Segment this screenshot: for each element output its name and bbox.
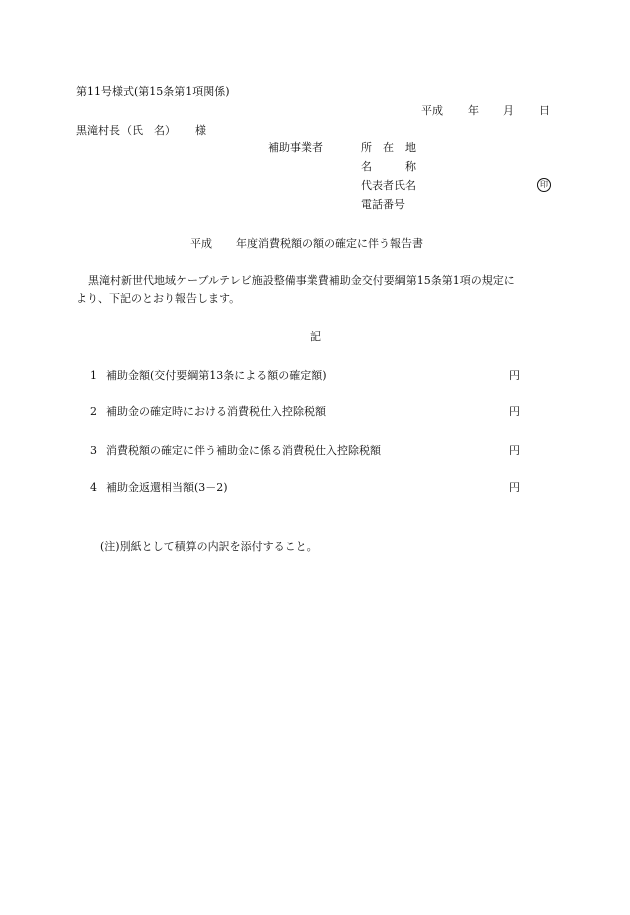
addressee-name-placeholder: （氏 名） [121, 124, 176, 137]
date-month-label: 月 [503, 104, 514, 117]
phone-label: 電話番号 [361, 198, 405, 211]
document-title: 年度消費税額の額の確定に伴う報告書 [236, 237, 423, 250]
title-era: 平成 [190, 237, 212, 250]
item-2-text: 補助金の確定時における消費税仕入控除税額 [106, 405, 326, 418]
body-line-2: より、下記のとおり報告します。 [76, 292, 241, 305]
item-1-text: 補助金額(交付要綱第13条による額の確定額) [106, 369, 327, 382]
item-1-number: 1 [90, 369, 97, 382]
item-4-unit: 円 [509, 481, 520, 494]
addressee-org: 黒滝村長 [76, 124, 120, 137]
applicant-label: 補助事業者 [268, 141, 323, 154]
seal-mark: 印 [537, 178, 551, 192]
item-4-number: 4 [90, 481, 97, 494]
note: (注)別紙として積算の内訳を添付すること。 [100, 540, 318, 553]
representative-label: 代表者氏名 [361, 179, 416, 192]
item-4-text: 補助金返還相当額(3－2) [106, 481, 228, 494]
form-number: 第11号様式(第15条第1項関係) [76, 85, 230, 98]
item-2-number: 2 [90, 405, 97, 418]
ki-heading: 記 [310, 330, 321, 343]
item-2-unit: 円 [509, 405, 520, 418]
date-year-label: 年 [468, 104, 479, 117]
address-label: 所 在 地 [361, 141, 416, 154]
date-era: 平成 [421, 104, 443, 117]
addressee-honorific: 様 [195, 124, 206, 137]
body-line-1: 黒滝村新世代地域ケーブルテレビ施設整備事業費補助金交付要綱第15条第1項の規定に [88, 274, 515, 287]
name-label: 名 称 [361, 160, 416, 173]
date-day-label: 日 [539, 104, 550, 117]
item-3-number: 3 [90, 444, 97, 457]
item-3-unit: 円 [509, 444, 520, 457]
item-1-unit: 円 [509, 369, 520, 382]
item-3-text: 消費税額の確定に伴う補助金に係る消費税仕入控除税額 [106, 444, 381, 457]
